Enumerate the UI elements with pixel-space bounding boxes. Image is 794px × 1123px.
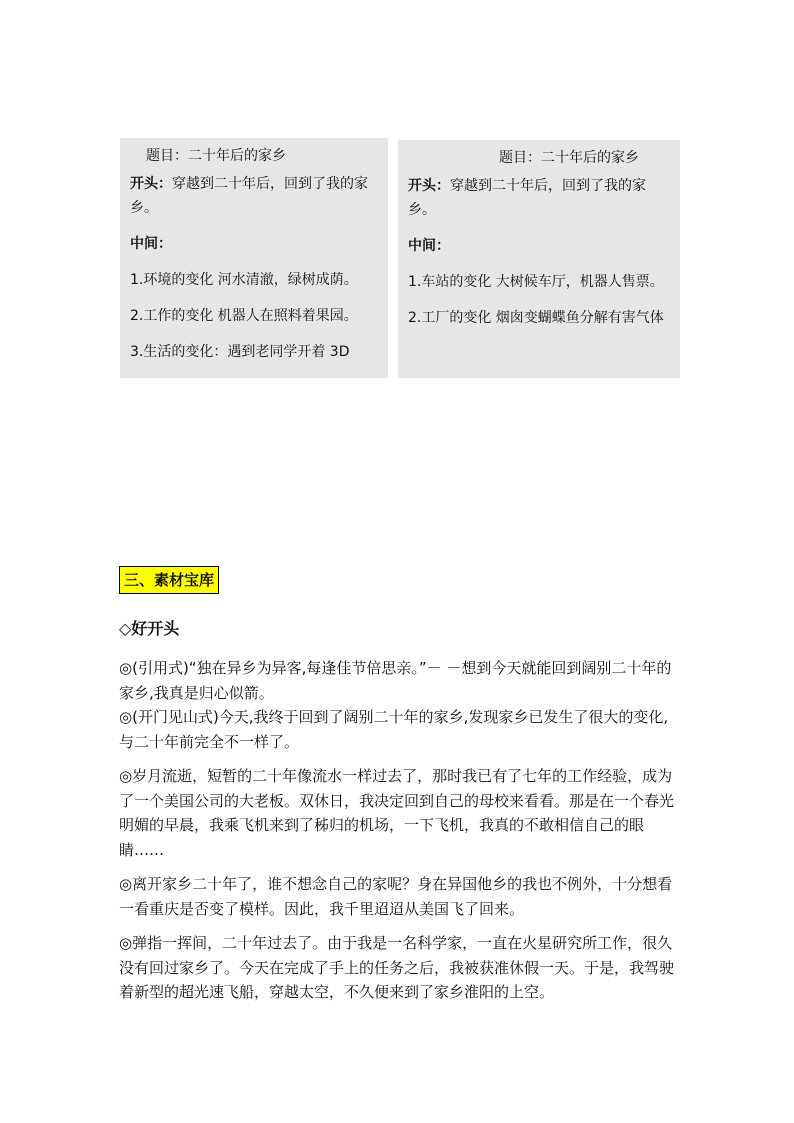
paragraph: ◎(开门见山式)今天,我终于回到了阔别二十年的家乡,发现家乡已发生了很大的变化,与二十年前完全不一样了。 — [119, 708, 669, 751]
list-item: 1.环境的变化 河水清澈，绿树成荫。 — [130, 272, 358, 288]
list-item: 1.车站的变化 大树候车厅，机器人售票。 — [408, 274, 664, 290]
material-paragraphs — [119, 656, 677, 1015]
card-title: 题目：二十年后的家乡 — [146, 148, 286, 164]
paragraph: ◎(引用式)“独在异乡为异客,每逢佳节倍思亲。”－ －想到今天就能回到阔别二十年的家乡,我真是归心似箭。 — [119, 659, 672, 702]
list-item: 2.工厂的变化 烟囱变蝴蝶鱼分解有害气体 — [408, 310, 664, 326]
list-item: 3.生活的变化：遇到老同学开着 3D — [130, 344, 350, 360]
section-heading: 三、素材宝库 — [119, 566, 219, 594]
middle-label: 中间： — [130, 236, 172, 252]
middle-label: 中间： — [408, 238, 450, 254]
outline-card-right — [398, 140, 680, 378]
list-item: 2.工作的变化 机器人在照料着果园。 — [130, 308, 358, 324]
paragraph: ◎离开家乡二十年了，谁不想念自己的家呢？身在异国他乡的我也不例外，十分想看一看重庆是否变了模样。因此，我千里迢迢从美国飞了回来。 — [119, 875, 673, 918]
opening-line — [130, 172, 378, 220]
opening-text: 穿越到二十年后，回到了我的家乡。 — [130, 176, 368, 216]
opening-label: 开头： — [130, 176, 172, 192]
opening-label: 开头： — [408, 178, 450, 194]
opening-line — [408, 174, 670, 222]
outline-card-left — [120, 138, 388, 378]
paragraph: ◎弹指一挥间，二十年过去了。由于我是一名科学家，一直在火星研究所工作，很久没有回过家乡了。今天在完成了手上的任务之后，我被获准休假一天。于是，我驾驶着新型的超光速飞船，穿越太空，不久便来到了家乡淮阳的上空。 — [119, 934, 675, 1001]
subheading: ◇好开头 — [119, 619, 180, 638]
card-title: 题目：二十年后的家乡 — [499, 150, 639, 166]
paragraph: ◎岁月流逝，短暂的二十年像流水一样过去了，那时我已有了七年的工作经验，成为了一个美国公司的大老板。双休日，我决定回到自己的母校来看看。那是在一个春光明媚的早晨，我乘飞机来到了秭归的机场，一下飞机，我真的不敢相信自己的眼睛…… — [119, 767, 675, 859]
opening-text: 穿越到二十年后，回到了我的家乡。 — [408, 178, 646, 218]
